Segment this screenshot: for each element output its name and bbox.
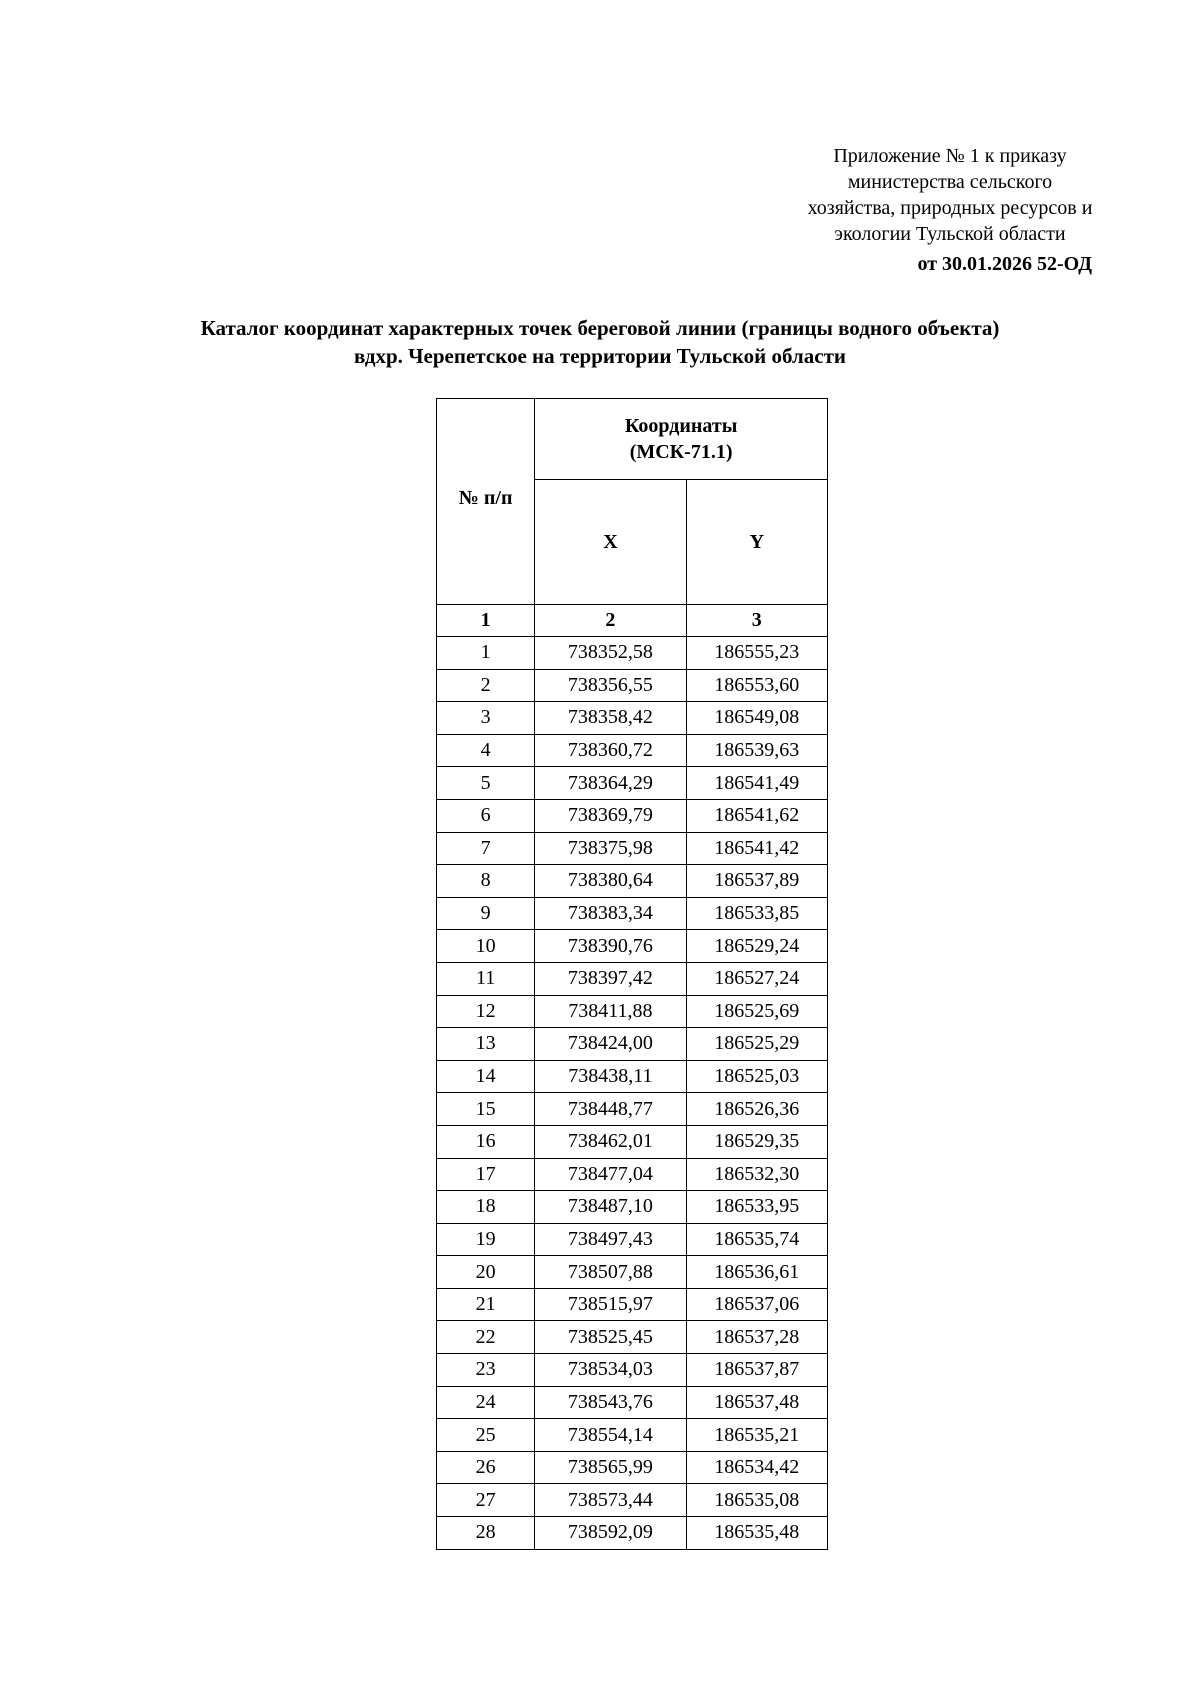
point-number-cell: 1 xyxy=(437,637,535,670)
table-row xyxy=(437,897,828,930)
table-row xyxy=(437,1288,828,1321)
table-row xyxy=(437,799,828,832)
y-coordinate-cell: 186537,87 xyxy=(686,1354,827,1387)
table-row xyxy=(437,1028,828,1061)
x-coordinate-cell: 738438,11 xyxy=(535,1060,686,1093)
table-row xyxy=(437,1484,828,1517)
y-coordinate-cell: 186535,48 xyxy=(686,1517,827,1550)
y-coordinate-cell: 186535,21 xyxy=(686,1419,827,1452)
table-row xyxy=(437,1223,828,1256)
table-row xyxy=(437,1060,828,1093)
table-row xyxy=(437,702,828,735)
y-coordinate-cell: 186549,08 xyxy=(686,702,827,735)
point-number-cell: 21 xyxy=(437,1288,535,1321)
y-coordinate-cell: 186525,29 xyxy=(686,1028,827,1061)
x-coordinate-cell: 738397,42 xyxy=(535,962,686,995)
point-number-cell: 20 xyxy=(437,1256,535,1289)
table-row xyxy=(437,995,828,1028)
point-number-cell: 28 xyxy=(437,1517,535,1550)
x-coordinate-cell: 738424,00 xyxy=(535,1028,686,1061)
y-coordinate-cell: 186532,30 xyxy=(686,1158,827,1191)
x-coordinate-cell: 738487,10 xyxy=(535,1191,686,1224)
point-number-cell: 24 xyxy=(437,1386,535,1419)
title-line-2: вдхр. Черепетское на территории Тульской области xyxy=(354,344,846,368)
point-number-cell: 7 xyxy=(437,832,535,865)
y-coordinate-cell: 186525,03 xyxy=(686,1060,827,1093)
header-coordinates xyxy=(535,399,828,480)
x-coordinate-cell: 738507,88 xyxy=(535,1256,686,1289)
y-coordinate-cell: 186527,24 xyxy=(686,962,827,995)
table-row xyxy=(437,1093,828,1126)
y-coordinate-cell: 186529,35 xyxy=(686,1125,827,1158)
table-row xyxy=(437,767,828,800)
x-coordinate-cell: 738364,29 xyxy=(535,767,686,800)
point-number-cell: 11 xyxy=(437,962,535,995)
y-coordinate-cell: 186537,06 xyxy=(686,1288,827,1321)
column-number: 1 xyxy=(437,605,535,637)
point-number-cell: 16 xyxy=(437,1125,535,1158)
table-row xyxy=(437,1419,828,1452)
x-coordinate-cell: 738565,99 xyxy=(535,1451,686,1484)
header-coordinates-system: (МСК-71.1) xyxy=(629,441,733,463)
y-coordinate-cell: 186541,49 xyxy=(686,767,827,800)
y-coordinate-cell: 186537,28 xyxy=(686,1321,827,1354)
header-y: Y xyxy=(686,480,827,605)
x-coordinate-cell: 738380,64 xyxy=(535,865,686,898)
table-row xyxy=(437,1191,828,1224)
x-coordinate-cell: 738375,98 xyxy=(535,832,686,865)
table-row xyxy=(437,1451,828,1484)
x-coordinate-cell: 738448,77 xyxy=(535,1093,686,1126)
header-coordinates-title: Координаты xyxy=(624,415,738,437)
appendix-line: экологии Тульской области xyxy=(834,223,1066,245)
y-coordinate-cell: 186537,89 xyxy=(686,865,827,898)
y-coordinate-cell: 186525,69 xyxy=(686,995,827,1028)
column-number: 2 xyxy=(535,605,686,637)
point-number-cell: 27 xyxy=(437,1484,535,1517)
x-coordinate-cell: 738534,03 xyxy=(535,1354,686,1387)
table-row xyxy=(437,1256,828,1289)
x-coordinate-cell: 738390,76 xyxy=(535,930,686,963)
x-coordinate-cell: 738573,44 xyxy=(535,1484,686,1517)
y-coordinate-cell: 186553,60 xyxy=(686,669,827,702)
x-coordinate-cell: 738515,97 xyxy=(535,1288,686,1321)
appendix-line: хозяйства, природных ресурсов и xyxy=(807,197,1093,219)
table-row xyxy=(437,1354,828,1387)
table-row xyxy=(437,1158,828,1191)
point-number-cell: 25 xyxy=(437,1419,535,1452)
y-coordinate-cell: 186536,61 xyxy=(686,1256,827,1289)
point-number-cell: 2 xyxy=(437,669,535,702)
table-row xyxy=(437,1125,828,1158)
y-coordinate-cell: 186533,85 xyxy=(686,897,827,930)
table-row xyxy=(437,962,828,995)
x-coordinate-cell: 738358,42 xyxy=(535,702,686,735)
table-body xyxy=(437,637,828,1550)
table-row xyxy=(437,865,828,898)
appendix-block xyxy=(770,143,1130,247)
point-number-cell: 10 xyxy=(437,930,535,963)
point-number-cell: 14 xyxy=(437,1060,535,1093)
point-number-cell: 4 xyxy=(437,734,535,767)
table-row xyxy=(437,734,828,767)
y-coordinate-cell: 186533,95 xyxy=(686,1191,827,1224)
coordinates-table xyxy=(436,398,828,1550)
point-number-cell: 9 xyxy=(437,897,535,930)
column-number: 3 xyxy=(686,605,827,637)
x-coordinate-cell: 738554,14 xyxy=(535,1419,686,1452)
x-coordinate-cell: 738477,04 xyxy=(535,1158,686,1191)
point-number-cell: 6 xyxy=(437,799,535,832)
table-row xyxy=(437,637,828,670)
point-number-cell: 18 xyxy=(437,1191,535,1224)
table-row xyxy=(437,1386,828,1419)
point-number-cell: 8 xyxy=(437,865,535,898)
x-coordinate-cell: 738592,09 xyxy=(535,1517,686,1550)
header-pn: № п/п xyxy=(437,399,535,605)
point-number-cell: 12 xyxy=(437,995,535,1028)
point-number-cell: 13 xyxy=(437,1028,535,1061)
x-coordinate-cell: 738356,55 xyxy=(535,669,686,702)
x-coordinate-cell: 738497,43 xyxy=(535,1223,686,1256)
table-row xyxy=(437,1321,828,1354)
appendix-line: Приложение № 1 к приказу xyxy=(833,145,1067,167)
document-title xyxy=(100,314,1100,370)
x-coordinate-cell: 738543,76 xyxy=(535,1386,686,1419)
point-number-cell: 26 xyxy=(437,1451,535,1484)
table-row xyxy=(437,669,828,702)
table-row xyxy=(437,1517,828,1550)
x-coordinate-cell: 738352,58 xyxy=(535,637,686,670)
point-number-cell: 5 xyxy=(437,767,535,800)
y-coordinate-cell: 186529,24 xyxy=(686,930,827,963)
point-number-cell: 19 xyxy=(437,1223,535,1256)
appendix-line: министерства сельского xyxy=(847,171,1053,193)
table-row xyxy=(437,832,828,865)
y-coordinate-cell: 186526,36 xyxy=(686,1093,827,1126)
y-coordinate-cell: 186535,74 xyxy=(686,1223,827,1256)
order-date: от 30.01.2026 52-ОД xyxy=(917,253,1092,275)
x-coordinate-cell: 738360,72 xyxy=(535,734,686,767)
x-coordinate-cell: 738411,88 xyxy=(535,995,686,1028)
x-coordinate-cell: 738525,45 xyxy=(535,1321,686,1354)
x-coordinate-cell: 738383,34 xyxy=(535,897,686,930)
title-line-1: Каталог координат характерных точек береговой линии (границы водного объекта) xyxy=(200,316,1000,340)
point-number-cell: 23 xyxy=(437,1354,535,1387)
point-number-cell: 17 xyxy=(437,1158,535,1191)
point-number-cell: 15 xyxy=(437,1093,535,1126)
y-coordinate-cell: 186541,42 xyxy=(686,832,827,865)
point-number-cell: 22 xyxy=(437,1321,535,1354)
y-coordinate-cell: 186539,63 xyxy=(686,734,827,767)
point-number-cell: 3 xyxy=(437,702,535,735)
header-x: X xyxy=(535,480,686,605)
y-coordinate-cell: 186535,08 xyxy=(686,1484,827,1517)
y-coordinate-cell: 186541,62 xyxy=(686,799,827,832)
x-coordinate-cell: 738462,01 xyxy=(535,1125,686,1158)
table-row xyxy=(437,930,828,963)
x-coordinate-cell: 738369,79 xyxy=(535,799,686,832)
y-coordinate-cell: 186534,42 xyxy=(686,1451,827,1484)
y-coordinate-cell: 186537,48 xyxy=(686,1386,827,1419)
y-coordinate-cell: 186555,23 xyxy=(686,637,827,670)
